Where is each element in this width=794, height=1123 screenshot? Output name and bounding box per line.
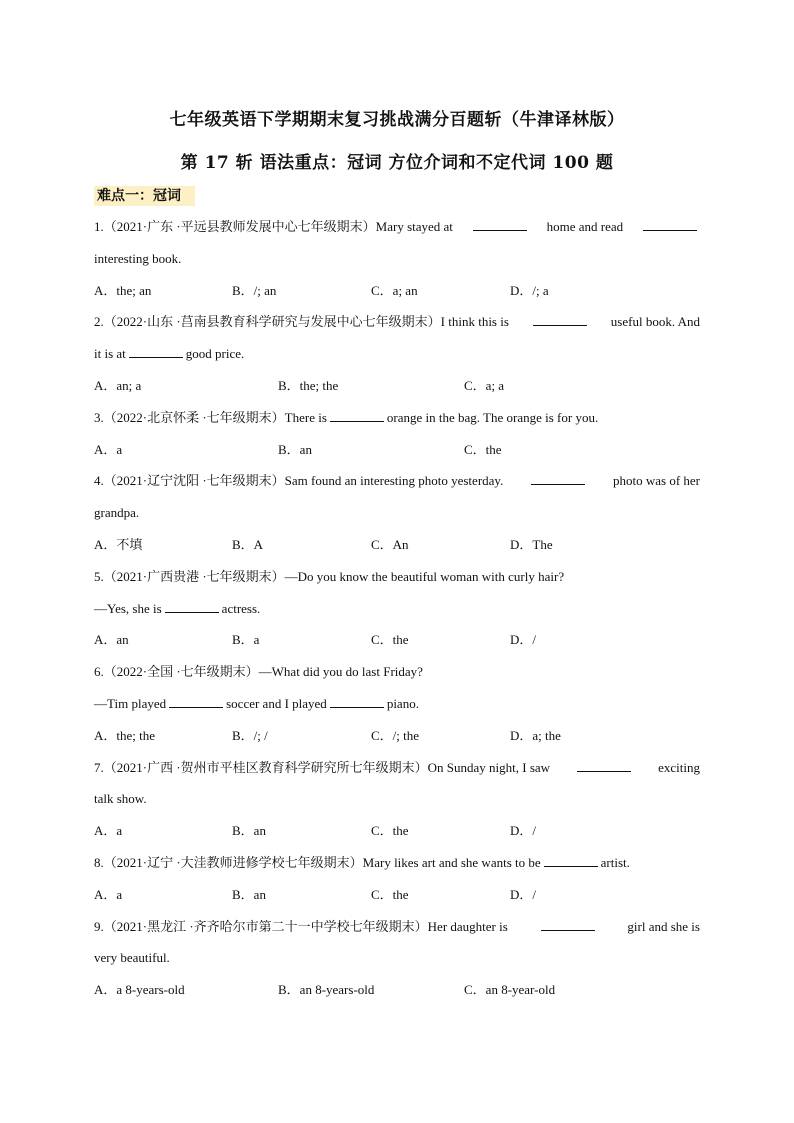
option-c: C．the [464, 442, 502, 457]
question-2-stem-cont: it is at good price. [94, 346, 245, 361]
answer-blank [129, 344, 183, 358]
answer-blank [544, 853, 598, 867]
option-c: C．the [371, 823, 409, 838]
question-9-stem-cont: very beautiful. [94, 950, 170, 965]
option-b: B．/; an [232, 283, 277, 298]
question-7-stem-cont: talk show. [94, 791, 147, 806]
question-1-stem-cont: interesting book. [94, 251, 182, 266]
document-subtitle: 第 17 斩 语法重点：冠词 方位介词和不定代词 100 题 [180, 153, 614, 173]
option-a: A．the; the [94, 728, 156, 743]
option-d: D．/ [510, 632, 537, 647]
option-a: A．a 8-years-old [94, 982, 185, 997]
question-9-stem: 9.（2021·黑龙江 ·齐齐哈尔市第二十一中学校七年级期末）Her daughter is girl and she is [94, 919, 700, 934]
option-c: C．An [371, 537, 409, 552]
answer-blank [169, 694, 223, 708]
option-c: C．the [371, 887, 409, 902]
question-8-stem: 8.（2021·辽宁 ·大洼教师进修学校七年级期末）Mary likes art and she wants to be artist. [94, 855, 630, 870]
option-b: B．an 8-years-old [278, 982, 375, 997]
answer-blank [165, 599, 219, 613]
option-c: C．a; an [371, 283, 418, 298]
question-5-stem: 5.（2021·广西贵港 ·七年级期末）—Do you know the beautiful woman with curly hair? [94, 569, 565, 584]
question-6-stem: 6.（2022·全国 ·七年级期末）—What did you do last Friday? [94, 664, 423, 679]
section-label: 难点一：冠词 [94, 186, 195, 206]
option-b: B．an [278, 442, 312, 457]
option-b: B．a [232, 632, 260, 647]
option-c: C．a; a [464, 378, 505, 393]
option-d: D．/ [510, 887, 537, 902]
answer-blank [473, 217, 527, 231]
answer-blank [533, 312, 587, 326]
option-a: A．the; an [94, 283, 152, 298]
option-a: A．a [94, 823, 123, 838]
option-a: A．an; a [94, 378, 142, 393]
answer-blank [643, 217, 697, 231]
question-2-stem: 2.（2022·山东 ·莒南县教育科学研究与发展中心七年级期末）I think this is useful book. And [94, 314, 700, 329]
option-c: C．/; the [371, 728, 420, 743]
option-d: D．/; a [510, 283, 549, 298]
answer-blank [330, 694, 384, 708]
option-b: B．/; / [232, 728, 268, 743]
answer-blank [531, 471, 585, 485]
option-d: D．a; the [510, 728, 561, 743]
question-5-stem-cont: —Yes, she is actress. [94, 601, 261, 616]
option-d: D．/ [510, 823, 537, 838]
option-c: C．an 8-year-old [464, 982, 556, 997]
question-1-stem: 1.（2021·广东 ·平远县教师发展中心七年级期末）Mary stayed at home and read [94, 217, 700, 237]
document-title: 七年级英语下学期期末复习挑战满分百题斩（牛津译林版） [169, 110, 625, 130]
answer-blank [330, 408, 384, 422]
option-b: B．the; the [278, 378, 339, 393]
option-b: B．an [232, 887, 266, 902]
option-a: A．a [94, 887, 123, 902]
option-b: B．A [232, 537, 264, 552]
question-6-stem-cont: —Tim played soccer and I played piano. [94, 696, 419, 711]
option-a: A．an [94, 632, 129, 647]
question-4-stem: 4.（2021·辽宁沈阳 ·七年级期末）Sam found an interesting photo yesterday. photo was of her [94, 473, 700, 488]
option-d: D．The [510, 537, 553, 552]
option-c: C．the [371, 632, 409, 647]
option-b: B．an [232, 823, 266, 838]
question-4-stem-cont: grandpa. [94, 505, 140, 520]
option-a: A．a [94, 442, 123, 457]
question-7-stem: 7.（2021·广西 ·贺州市平桂区教育科学研究所七年级期末）On Sunday night, I saw exciting [94, 760, 700, 775]
option-a: A．不填 [94, 537, 143, 552]
answer-blank [541, 917, 595, 931]
answer-blank [577, 758, 631, 772]
question-3-stem: 3.（2022·北京怀柔 ·七年级期末）There is orange in the bag. The orange is for you. [94, 410, 599, 425]
